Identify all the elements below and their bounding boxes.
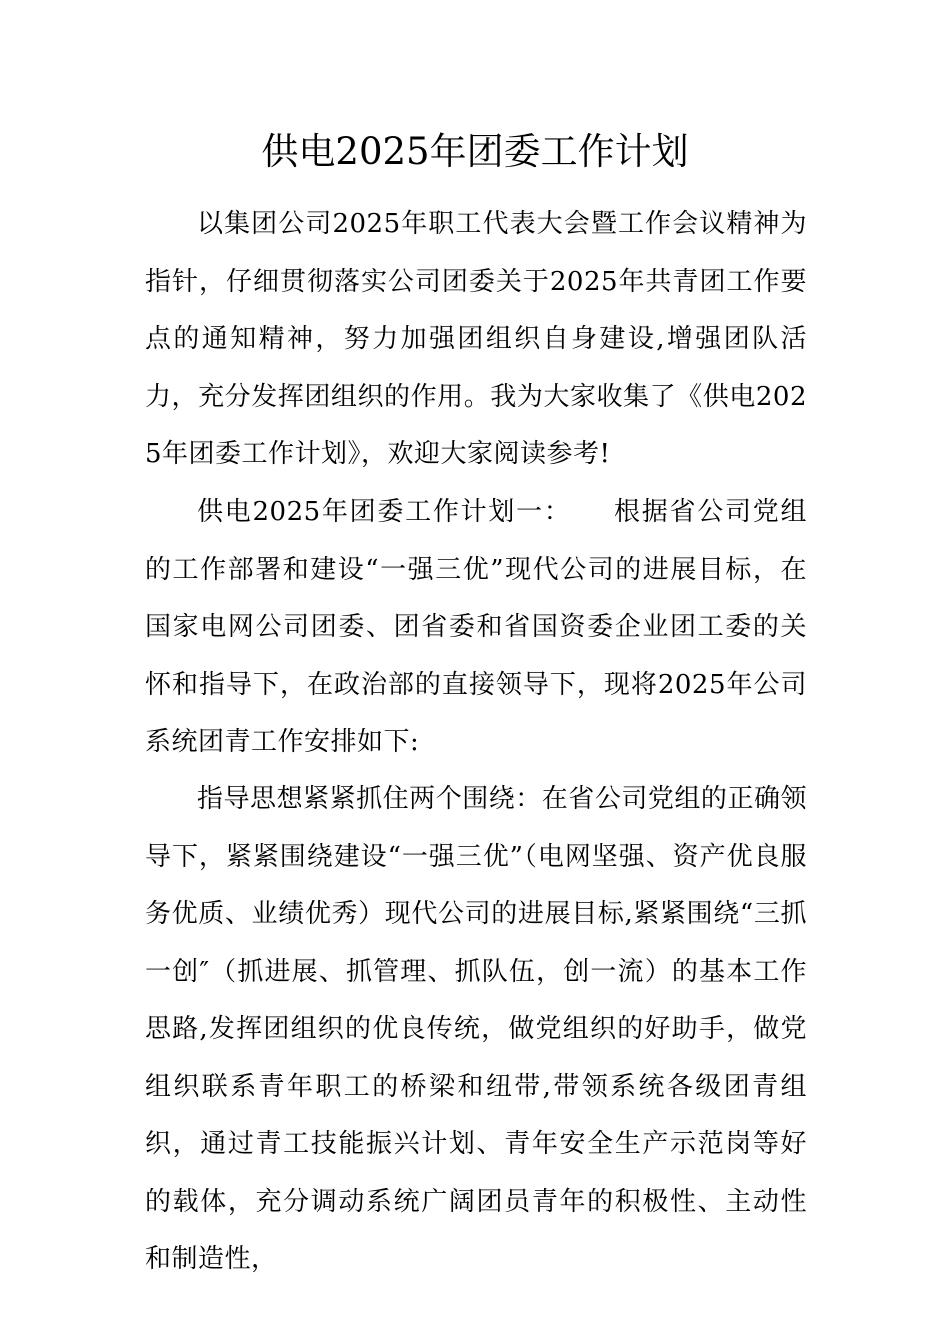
paragraph-intro: 以集团公司2025年职工代表大会暨工作会议精神为指针，仔细贯彻落实公司团委关于2025年共青团工作要点的通知精神，努力加强团组织自身建设,增强团队活力，充分发挥团组织的作用。我为大家收集了《供电2025年团委工作计划》，欢迎大家阅读参考! [145, 209, 807, 469]
paragraph-guiding-ideology: 指导思想紧紧抓住两个围绕：在省公司党组的正确领导下，紧紧围绕建设“一强三优”（电网坚强、资产优良服务优质、业绩优秀）现代公司的进展目标,紧紧围绕“三抓一创″（抓进展、抓管理、抓队伍，创一流）的基本工作思路,发挥团组织的优良传统，做党组织的好助手，做党组织联系青年职工的桥梁和纽带,带领系统各级团青组织，通过青工技能振兴计划、青年安全生产示范岗等好的载体，充分调动系统广阔团员青年的积极性、主动性和制造性， [145, 784, 807, 1274]
paragraph-plan-one: 供电2025年团委工作计划一： 根据省公司党组的工作部署和建设“一强三优”现代公司的进展目标，在国家电网公司团委、团省委和省国资委企业团工委的关怀和指导下，在政治部的直接领导下，现将2025年公司系统团青工作安排如下: [145, 497, 807, 757]
document-title: 供电2025年团委工作计划 [261, 130, 689, 173]
